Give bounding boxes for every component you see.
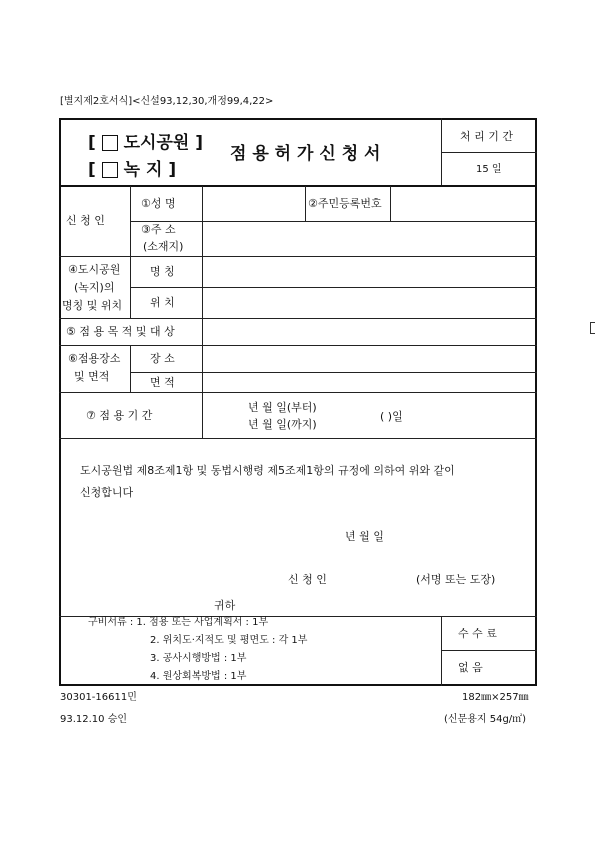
- fee-value: 없 음: [458, 661, 483, 674]
- park-group-label-2: (녹지)의: [74, 281, 115, 294]
- form-reference-note: [별지제2호서식]<신설93,12,30,개정99,4,22>: [60, 96, 274, 107]
- recipient-label: 귀하: [214, 599, 236, 612]
- park-group-label-1: ④도시공원: [68, 263, 121, 276]
- period-label: ⑦ 점 용 기 간: [86, 409, 153, 422]
- required-documents-item-1: 구비서류 : 1. 점용 또는 사업계획서 : 1부: [88, 617, 269, 628]
- form-code: 30301-16611민: [60, 692, 137, 703]
- purpose-field[interactable]: [204, 320, 536, 344]
- application-date[interactable]: 년 월 일: [345, 530, 384, 543]
- place-label: 장 소: [150, 352, 175, 365]
- name-label: ①성 명: [141, 197, 176, 210]
- required-documents-item-2: 2. 위치도·지적도 및 평면도 : 각 1부: [150, 635, 308, 646]
- name-field[interactable]: [204, 188, 304, 220]
- approval-date: 93.12.10 승인: [60, 714, 128, 725]
- paper-type: (신문용지 54g/㎡): [444, 714, 527, 725]
- area-field[interactable]: [204, 374, 536, 391]
- address-field[interactable]: [204, 223, 536, 255]
- required-documents-item-4: 4. 원상회복방법 : 1부: [150, 671, 247, 682]
- park-name-field[interactable]: [204, 258, 536, 286]
- place-group-label-1: ⑥점용장소: [68, 352, 121, 365]
- place-group-label-2: 및 면적: [74, 370, 110, 383]
- application-statement-end: 신청합니다: [80, 486, 134, 499]
- signature-note[interactable]: (서명 또는 도장): [416, 573, 496, 586]
- signer-label: 신 청 인: [288, 573, 327, 586]
- title-option-green: [ 녹 지 ]: [88, 160, 177, 180]
- resident-id-field[interactable]: [392, 188, 536, 220]
- application-statement: 도시공원법 제8조제1항 및 동법시행령 제5조제1항의 규정에 의하여 위와 같이: [80, 464, 455, 477]
- period-days[interactable]: ( )일: [380, 410, 403, 423]
- purpose-label: ⑤ 점 용 목 적 및 대 상: [66, 325, 175, 338]
- required-documents-item-3: 3. 공사시행방법 : 1부: [150, 653, 247, 664]
- park-name-label: 명 칭: [150, 265, 175, 278]
- applicant-group-label: 신 청 인: [66, 214, 105, 227]
- title-option-park: [ 도시공원 ]: [88, 133, 204, 153]
- period-to[interactable]: 년 월 일(까지): [248, 418, 317, 431]
- address-label: ③주 소: [141, 223, 176, 236]
- processing-period-label: 처 리 기 간: [460, 130, 513, 143]
- period-from[interactable]: 년 월 일(부터): [248, 401, 317, 414]
- paper-size: 182㎜×257㎜: [462, 692, 529, 703]
- fee-label: 수 수 료: [458, 627, 497, 640]
- park-group-label-3: 명칭 및 위치: [62, 299, 123, 312]
- place-field[interactable]: [204, 347, 536, 371]
- area-label: 면 적: [150, 376, 175, 389]
- checkbox-park[interactable]: [102, 135, 118, 151]
- park-location-label: 위 치: [150, 296, 175, 309]
- checkbox-green[interactable]: [102, 162, 118, 178]
- processing-period-value: 15 일: [476, 164, 502, 175]
- park-location-field[interactable]: [204, 289, 536, 317]
- resident-id-label: ②주민등록번호: [308, 197, 382, 210]
- address-sub-label: (소재지): [143, 240, 184, 253]
- form-title: 점 용 허 가 신 청 서: [230, 144, 381, 164]
- edge-mark: [590, 322, 595, 334]
